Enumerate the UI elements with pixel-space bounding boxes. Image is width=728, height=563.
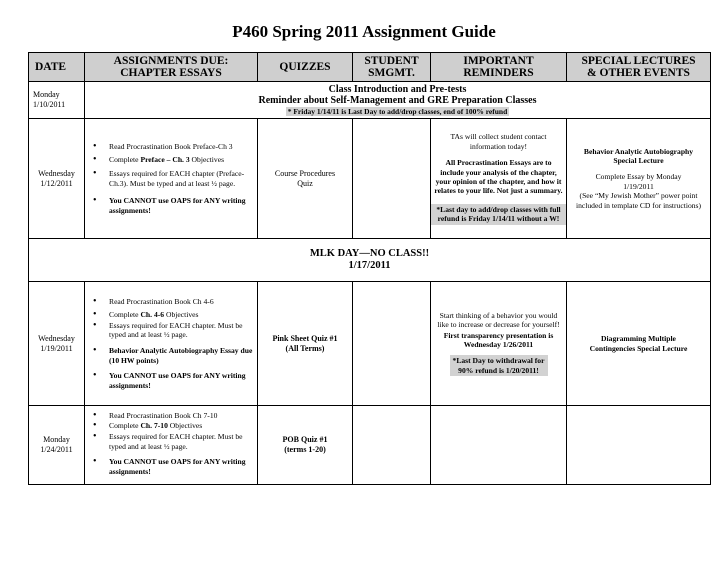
header-date: DATE bbox=[29, 53, 85, 82]
bullet-icon: • bbox=[93, 420, 97, 432]
item-text: Complete bbox=[109, 310, 141, 320]
item-text: Read Procrastination Book Ch 7-10 bbox=[109, 410, 218, 420]
bullet-icon: • bbox=[93, 370, 97, 382]
item-text-bold: Ch. 4-6 bbox=[140, 310, 165, 320]
reminders-cell bbox=[431, 282, 567, 406]
intro-line-1: Class Introduction and Pre-tests bbox=[328, 83, 467, 95]
bullet-icon: • bbox=[93, 309, 97, 321]
intro-message bbox=[85, 82, 711, 119]
mlk-line-1: MLK DAY—NO CLASS!! bbox=[309, 248, 430, 259]
assignments-cell bbox=[85, 282, 258, 406]
item-text: Objectives bbox=[164, 310, 199, 320]
bullet-icon: • bbox=[93, 409, 97, 421]
bullet-icon: • bbox=[93, 167, 97, 179]
reminder-text: First transparency presentation is Wednesday 1/26/2011 bbox=[443, 330, 554, 349]
item-text-bold: Preface – Ch. 3 bbox=[140, 155, 190, 165]
bullet-icon: • bbox=[93, 319, 97, 331]
header-reminders: IMPORTANT REMINDERS bbox=[431, 53, 567, 82]
table-row bbox=[29, 406, 711, 485]
item-text: Essays required for EACH chapter (Preface-Ch.3). Must be typed and at least ½ page. bbox=[109, 168, 245, 188]
item-text-bold: You CANNOT use OAPS for ANY writing assignments! bbox=[109, 457, 246, 476]
reminder-highlight: *Last day to add/drop classes with full refund is Friday 1/14/11 without a W! bbox=[431, 204, 566, 225]
reminders-cell bbox=[431, 406, 567, 485]
header-quizzes: QUIZZES bbox=[258, 53, 353, 82]
quiz-cell: POB Quiz #1 (terms 1-20) bbox=[258, 406, 353, 485]
item-text-bold: Ch. 7-10 bbox=[140, 421, 168, 431]
list-item bbox=[93, 370, 257, 390]
row-date: Wednesday 1/12/2011 bbox=[29, 119, 85, 239]
bullet-icon: • bbox=[93, 295, 97, 307]
row-date: Monday 1/24/2011 bbox=[29, 406, 85, 485]
list-item bbox=[93, 309, 257, 321]
item-text-bold: You CANNOT use OAPS for ANY writing assignments! bbox=[109, 196, 246, 215]
bullet-icon: • bbox=[93, 430, 97, 442]
table-row bbox=[29, 119, 711, 239]
bullet-icon: • bbox=[93, 456, 97, 468]
list-item bbox=[93, 430, 257, 451]
row-date: Monday 1/10/2011 bbox=[29, 82, 85, 119]
reminder-text: TAs will collect student contact information today! bbox=[450, 132, 547, 151]
item-text-bold: You CANNOT use OAPS for ANY writing assignments! bbox=[109, 371, 246, 390]
lecture-cell bbox=[567, 119, 711, 239]
list-item bbox=[93, 319, 257, 340]
item-text: Complete bbox=[109, 155, 141, 165]
item-text: Essays required for EACH chapter. Must be typed and at least ½ page. bbox=[109, 431, 243, 451]
header-student-smgmt: STUDENT SMGMT. bbox=[353, 53, 431, 82]
student-smgmt-cell bbox=[353, 406, 431, 485]
table-row bbox=[29, 282, 711, 406]
item-text: Read Procrastination Book Preface-Ch 3 bbox=[109, 141, 233, 151]
bullet-icon: • bbox=[93, 154, 97, 166]
table-row bbox=[29, 239, 711, 282]
lecture-cell bbox=[567, 406, 711, 485]
bullet-icon: • bbox=[93, 140, 97, 152]
reminders-cell bbox=[431, 119, 567, 239]
assignments-cell bbox=[85, 119, 258, 239]
mlk-line-2: 1/17/2011 bbox=[348, 260, 391, 271]
mlk-message bbox=[29, 239, 711, 282]
student-smgmt-cell bbox=[353, 119, 431, 239]
list-item bbox=[93, 154, 257, 166]
item-text: Objectives bbox=[167, 421, 203, 431]
item-text-bold: Behavior Analytic Autobiography Essay due (10 HW points) bbox=[109, 346, 253, 365]
list-item bbox=[93, 167, 257, 188]
list-item bbox=[93, 409, 257, 421]
bullet-icon: • bbox=[93, 345, 97, 356]
header-row bbox=[29, 53, 711, 82]
list-item bbox=[93, 295, 257, 307]
row-date: Wednesday 1/19/2011 bbox=[29, 282, 85, 406]
refund-note: * Friday 1/14/11 is Last Day to add/drop classes, end of 100% refund bbox=[287, 106, 508, 116]
header-assignments: ASSIGNMENTS DUE: CHAPTER ESSAYS bbox=[85, 53, 258, 82]
list-item bbox=[93, 195, 257, 215]
list-item bbox=[93, 345, 257, 365]
lecture-title: Diagramming Multiple Contingencies Special Lecture bbox=[589, 333, 688, 353]
reminder-text: Start thinking of a behavior you would like to increase or decrease for yourself! bbox=[437, 310, 560, 330]
lecture-cell bbox=[567, 282, 711, 406]
quiz-cell: Course Procedures Quiz bbox=[258, 119, 353, 239]
item-text: Essays required for EACH chapter. Must be typed and at least ½ page. bbox=[109, 320, 243, 340]
page-title: P460 Spring 2011 Assignment Guide bbox=[232, 22, 496, 41]
lecture-title: Behavior Analytic Autobiography Special Lecture bbox=[583, 146, 694, 166]
table-row bbox=[29, 82, 711, 119]
list-item bbox=[93, 420, 257, 432]
bullet-icon: • bbox=[93, 195, 97, 207]
reminder-text: All Procrastination Essays are to include your analysis of the chapter, your opinion of the chapter, and how it relates to your life. Not just a summary. bbox=[434, 158, 563, 196]
intro-line-2: Reminder about Self-Management and GRE Preparation Classes bbox=[258, 94, 537, 106]
quiz-cell: Pink Sheet Quiz #1 (All Terms) bbox=[258, 282, 353, 406]
reminder-highlight: *Last Day to withdrawal for 90% refund is 1/20/2011! bbox=[450, 355, 548, 376]
header-lectures: SPECIAL LECTURES & OTHER EVENTS bbox=[567, 53, 711, 82]
item-text: Complete bbox=[109, 421, 141, 431]
item-text: Read Procrastination Book Ch 4-6 bbox=[109, 296, 214, 306]
list-item bbox=[93, 456, 257, 476]
assignments-cell bbox=[85, 406, 258, 485]
lecture-body: Complete Essay by Monday 1/19/2011 (See “My Jewish Mother” power point included in template CD for instructions) bbox=[575, 171, 702, 210]
student-smgmt-cell bbox=[353, 282, 431, 406]
item-text: Objectives bbox=[189, 155, 225, 165]
assignment-table bbox=[28, 52, 711, 485]
list-item bbox=[93, 140, 257, 152]
